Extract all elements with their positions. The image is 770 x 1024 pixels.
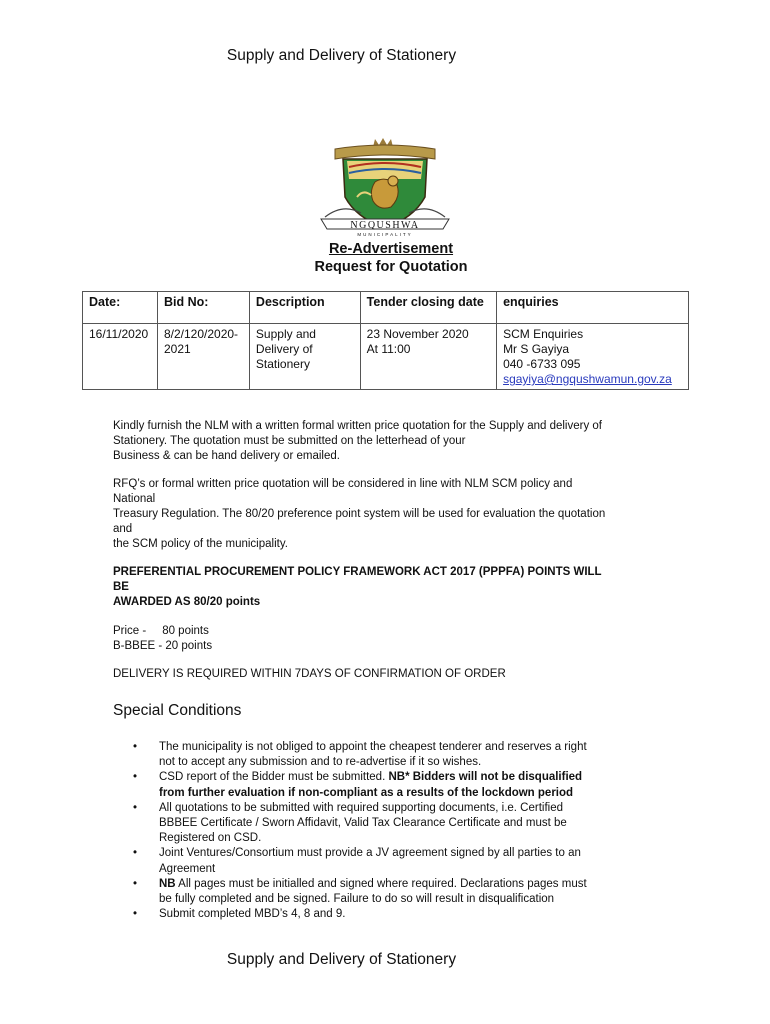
table-row [83,324,689,390]
cell-date: 16/11/2020 [83,324,158,390]
text-line: Stationery. The quotation must be submitted on the letterhead of your [113,434,466,447]
text-span-bold: NB [159,877,176,890]
text-line: RFQ’s or formal written price quotation will be considered in line with NLM SCM policy and [113,478,573,491]
enquiries-phone: 040 -6733 095 [503,357,581,371]
text-line: AWARDED AS 80/20 points [113,595,261,608]
list-item [113,907,633,922]
cell-description: Supply and Delivery of Stationery [249,324,360,390]
paragraph-points [113,624,658,654]
text-line: be fully completed and be signed. Failure to do so will result in disqualification [159,893,555,906]
text-line: not to accept any submission and to re-advertise if it so wishes. [159,756,482,769]
logo-subtext: MUNICIPALITY [357,232,413,237]
closing-date: 23 November 2020 [366,327,469,341]
rfq-heading: Request for Quotation [314,259,468,275]
text-line: The municipality is not obliged to appoint the cheapest tenderer and reserves a right [159,741,587,753]
text-line: and [113,522,133,535]
document-heading [0,240,770,276]
text-line: BE [113,581,129,594]
text-line: Registered on CSD. [159,832,262,845]
list-item [113,877,633,907]
bullet-icon: • [133,908,138,921]
re-advertisement-heading: Re-Advertisement [328,241,454,257]
cell-closing [360,324,496,390]
text-line: Submit completed MBD’s 4, 8 and 9. [159,908,346,921]
municipality-logo [313,137,458,237]
list-item [113,770,633,800]
bullet-icon: • [133,801,138,814]
text-span: All pages must be initialled and signed where required. Declarations pages must [175,877,587,890]
bbbee-points: B-BBEE - 20 points [113,639,213,652]
enquiries-email-link[interactable]: sgayiya@ngqushwamun.gov.za [503,372,672,386]
price-points: Price - 80 points [113,624,209,637]
special-conditions-title: Special Conditions [113,702,242,719]
bullet-icon: • [133,741,138,753]
header-enquiries: enquiries [497,292,689,324]
enquiries-line-1: SCM Enquiries [503,327,584,341]
page-footer-title: Supply and Delivery of Stationery [226,951,457,968]
bullet-icon: • [133,877,138,890]
text-line: BBBEE Certificate / Sworn Affidavit, Valid Tax Clearance Certificate and must be [159,817,567,830]
text-line: Business & can be hand delivery or emailed. [113,449,340,462]
text-line: Joint Ventures/Consortium must provide a JV agreement signed by all parties to an [159,847,581,860]
paragraph-delivery: DELIVERY IS REQUIRED WITHIN 7DAYS OF CONFIRMATION OF ORDER [113,668,506,681]
bullet-icon: • [133,847,138,860]
text-line [159,877,633,892]
paragraph-policy [113,477,658,551]
logo-text: NGQUSHWA [350,220,420,231]
text-line: PREFERENTIAL PROCUREMENT POLICY FRAMEWORK ACT 2017 (PPPFA) POINTS WILL [113,566,602,579]
bullet-icon: • [133,771,138,784]
text-line: the SCM policy of the municipality. [113,537,288,550]
header-date: Date: [83,292,158,324]
cell-bid-no: 8/2/120/2020-2021 [157,324,249,390]
text-line: Agreement [159,862,216,875]
text-line [159,770,633,785]
enquiries-line-2: Mr S Gayiya [503,342,570,356]
body-text [113,419,658,696]
text-line: from further evaluation if non-compliant as a results of the lockdown period [159,786,574,799]
header-bid-no: Bid No: [157,292,249,324]
text-line: National [113,493,156,506]
cell-enquiries [497,324,689,390]
text-line: All quotations to be submitted with required supporting documents, i.e. Certified [159,801,563,814]
header-closing-date: Tender closing date [360,292,496,324]
special-conditions-list [113,740,633,922]
page-header-title: Supply and Delivery of Stationery [226,47,457,64]
text-line: Treasury Regulation. The 80/20 preference point system will be used for evaluation the quotation [113,507,606,520]
text-line: Kindly furnish the NLM with a written formal written price quotation for the Supply and delivery of [113,420,602,432]
closing-time: At 11:00 [366,342,411,356]
tender-info-table [82,291,689,390]
paragraph-pppfa [113,565,658,609]
list-item [113,740,633,770]
header-description: Description [249,292,360,324]
table-header-row [83,292,689,324]
paragraph-instructions [113,419,658,463]
list-item [113,846,633,876]
text-span: CSD report of the Bidder must be submitted. [159,771,389,784]
text-span-bold: NB* Bidders will not be disqualified [388,771,583,784]
list-item [113,801,633,847]
